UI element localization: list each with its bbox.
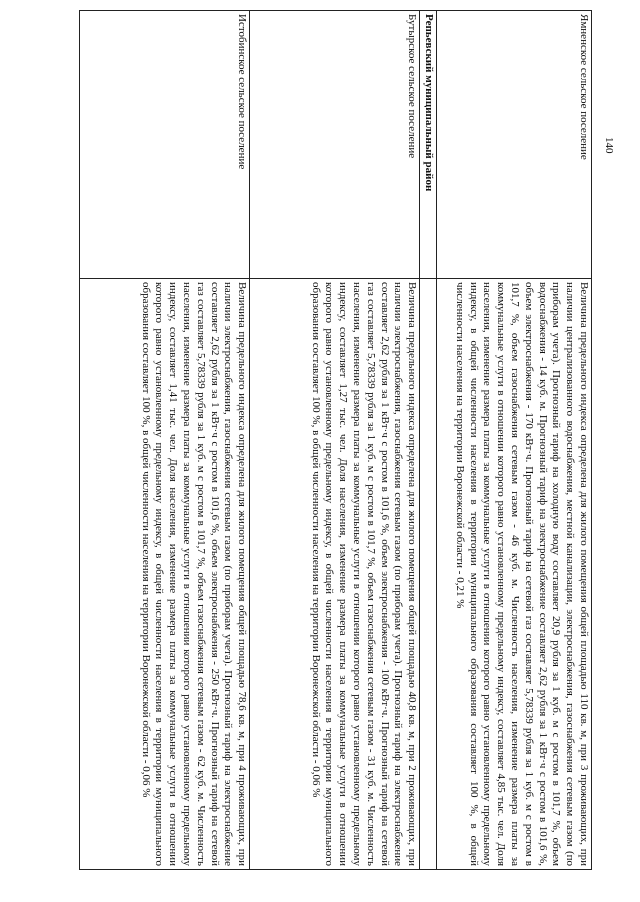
settlement-description: Величина предельного индекса определена для жилого помещения общей площадью 78,6 кв. м, при 4 проживающих, при наличии электроснабжения, газоснабжения сетевым газом (по приборам учета). Прогнозный тариф на электроснабжение составляет 2,62 рубля за 1 кВт·ч с ростом в 101,6 %, объем электроснабжения - 250 кВт·ч. Прогнозный тариф на сетевой газ составляет 5,78339 рубля за 1 куб. м с ростом в 101,7 %, объем газоснабжения сетевым газом - 62 куб. м. Численность населения, изменение размера платы за коммунальные услуги в отношении которого равно установленному предельному индексу, составляет 1,41 тыс. чел. Доля населения, изменение размера платы за коммунальные услуги в отношении которого равно установленному предельному индексу, в общей численности населения в территории муниципального образования составляет 100 %, в общей численности населения на территории Воронежской области - 0,06 % <box>80 279 250 870</box>
settlements-table <box>79 10 592 870</box>
region-row <box>420 11 437 870</box>
page-number: 140 <box>603 137 615 154</box>
settlement-description: Величина предельного индекса определена для жилого помещения общей площадью 40,8 кв. м, при 2 проживающих, при наличии электроснабжения, газоснабжения сетевым газом (по приборам учета). Прогнозный тариф на электроснабжение составляет 2,62 рубля за 1 кВт·ч с ростом в 101,6 %, объем электроснабжения - 100 кВт·ч. Прогнозный тариф на сетевой газ составляет 5,78339 рубля за 1 куб. м с ростом в 101,7 %, объем газоснабжения сетевым газом - 31 куб. м. Численность населения, изменение размера платы за коммунальные услуги в отношении которого равно установленному предельному индексу, составляет 1,27 тыс. чел. Доля населения, изменение размера платы за коммунальные услуги в отношении которого равно установленному предельному индексу, в общей численности населения в территории муниципального образования составляет 100 %, в общей численности населения на территории Воронежской области - 0,06 % <box>250 279 420 870</box>
table-row <box>250 11 420 870</box>
rotated-table-wrapper <box>47 10 592 870</box>
settlement-name: Истобинское сельское поселение <box>80 11 250 279</box>
settlement-name: Ямненское сельское поселение <box>437 11 592 279</box>
settlement-description: Величина предельного индекса определена для жилого помещения общей площадью 110 кв. м, при 3 проживающих, при наличии централизованного водоснабжения, местной канализации, электроснабжения, газоснабжения сетевым газом (по приборам учета). Прогнозный тариф на холодную воду составляет 20,9 рубля за 1 куб. м с ростом в 101,7 %, объем водоснабжения - 14 куб. м. Прогнозный тариф на электроснабжение составляет 2,62 рубля за 1 кВт·ч с ростом в 101,6 %, объем электроснабжения - 170 кВт·ч. Прогнозный тариф на сетевой газ составляет 5,78339 рубля за 1 куб. м с ростом в 101,7 %, объем газоснабжения сетевым газом - 46 куб. м. Численность населения, изменение размера платы за коммунальные услуги в отношении которого равно установленному предельному индексу, составляет 4,85 тыс. чел. Доля населения, изменение размера платы за коммунальные услуги в отношении которого равно установленному предельному индексу, в общей численности населения в территории муниципального образования составляет 100 %, в общей численности населения на территории Воронежской области - 0,21 % <box>437 279 592 870</box>
region-name: Репьевский муниципальный район <box>420 11 437 279</box>
table-row <box>437 11 592 870</box>
region-empty-cell <box>420 279 437 870</box>
settlement-name: Бутырское сельское поселение <box>250 11 420 279</box>
table-row <box>80 11 250 870</box>
